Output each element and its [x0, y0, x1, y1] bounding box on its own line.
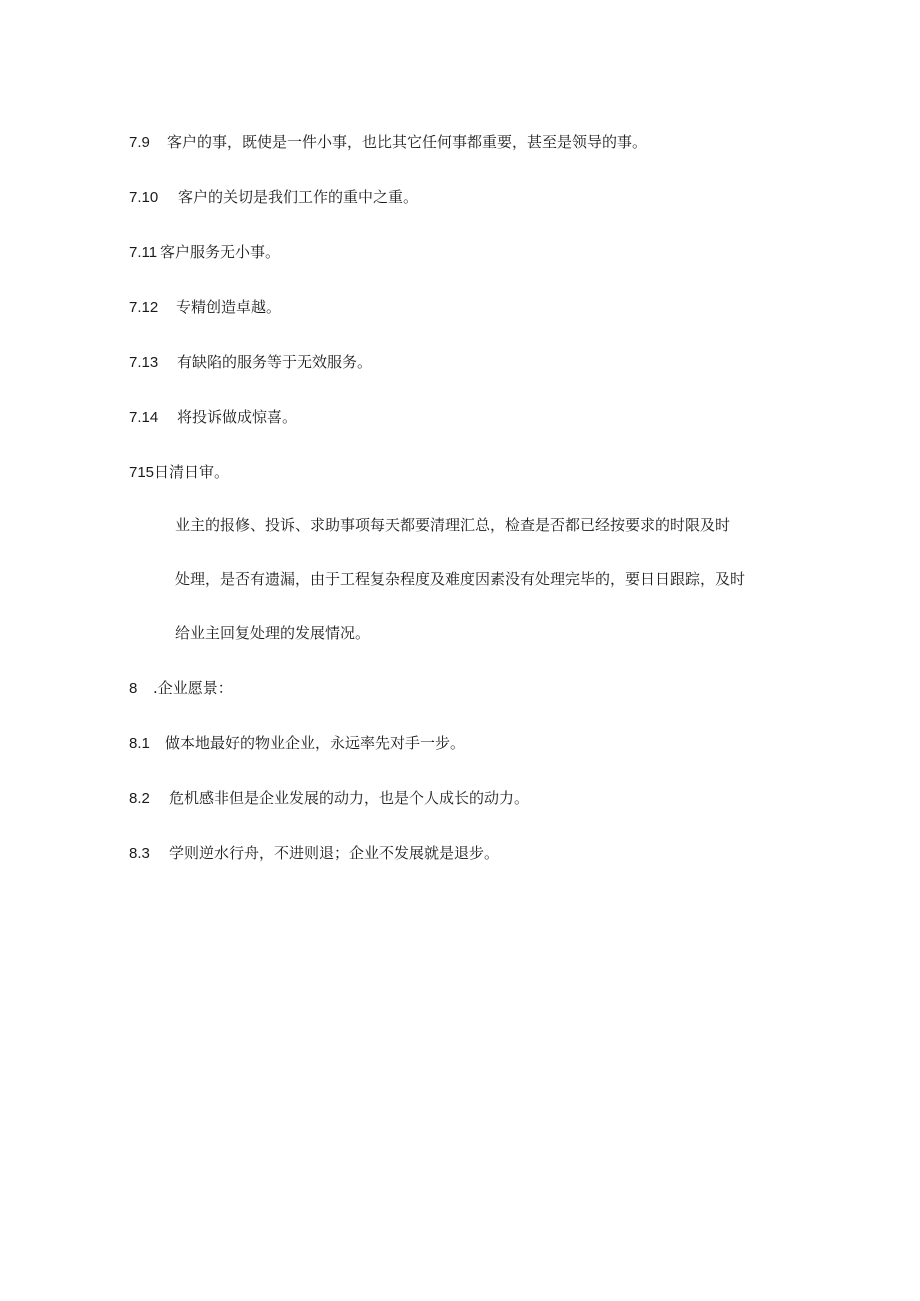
item-number: 7.9: [129, 134, 150, 151]
paragraph-line-2: 处理，是否有遗漏，由于工程复杂程度及难度因素没有处理完毕的，要日日跟踪，及时: [175, 570, 746, 588]
item-text: 学则逆水行舟，不进则退；企业不发展就是退步。: [169, 844, 500, 862]
item-8-1: [129, 731, 465, 755]
item-number: 7.14: [129, 409, 159, 426]
item-7-14: [129, 405, 297, 429]
paragraph-line-1: 业主的报修、投诉、求助事项每天都要清理汇总，检查是否都已经按要求的时限及时: [175, 516, 731, 534]
item-number: 7.10: [129, 189, 159, 206]
item-8-3: [129, 841, 499, 865]
item-7-9: [129, 130, 647, 154]
item-text: 危机感非但是企业发展的动力，也是个人成长的动力。: [169, 789, 530, 807]
item-number: 8.2: [129, 790, 150, 807]
section-title: .企业愿景：: [153, 679, 233, 697]
item-7-10: [129, 185, 418, 209]
item-text: 客户的关切是我们工作的重中之重。: [178, 188, 419, 206]
item-7-13: [129, 350, 372, 374]
item-number: 7.12: [129, 299, 159, 316]
item-text: 客户的事，既使是一件小事，也比其它任何事都重要，甚至是领导的事。: [167, 133, 648, 151]
item-text: 有缺陷的服务等于无效服务。: [177, 353, 373, 371]
item-number: 8.1: [129, 735, 150, 752]
item-text: 日清日审。: [154, 463, 230, 481]
item-number: 7.11: [129, 244, 158, 261]
item-text: 客户服务无小事。: [160, 243, 281, 261]
item-text: 做本地最好的物业企业，永远率先对手一步。: [165, 734, 466, 752]
paragraph-line-3: 给业主回复处理的发展情况。: [175, 624, 371, 642]
item-number: 7.13: [129, 354, 159, 371]
item-7-12: [129, 295, 281, 319]
item-7-11: [129, 240, 280, 264]
item-text: 专精创造卓越。: [176, 298, 282, 316]
item-7-15: [129, 460, 229, 484]
item-number: 715: [129, 464, 155, 481]
item-text: 将投诉做成惊喜。: [177, 408, 298, 426]
item-number: 8.3: [129, 845, 150, 862]
section-number: 8: [129, 680, 138, 697]
item-8-2: [129, 786, 529, 810]
section-8-heading: [129, 676, 233, 700]
